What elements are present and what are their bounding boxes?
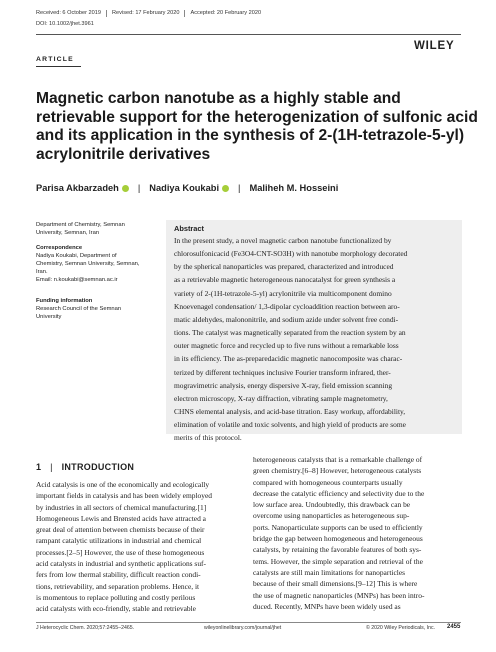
- journal-url[interactable]: wileyonlinelibrary.com/journal/jhet: [204, 625, 282, 631]
- title-line: acrylonitrile derivatives: [36, 145, 211, 163]
- accepted-date: Accepted: 20 February 2020: [190, 10, 262, 16]
- correspondence-email[interactable]: Email: n.koukabi@semnan.ac.ir: [36, 277, 118, 283]
- body-text-line: duced. Recently, MNPs have been widely used as: [253, 601, 401, 611]
- abstract-line: terized by different techniques inclusive Fourier transform infrared, ther-: [174, 367, 391, 377]
- funding-line: University: [36, 314, 62, 320]
- body-text-line: tions, retrievability, and separation problems. Hence, it: [36, 581, 200, 591]
- abstract-line: mogravimetric analysis, energy dispersive X-ray, field emission scanning: [174, 380, 393, 390]
- funding-line: Research Council of the Semnan: [36, 306, 122, 312]
- body-text-line: the use of magnetic nanoparticles (MNPs) has been intro-: [253, 590, 425, 600]
- abstract-line: merits of this protocol.: [174, 433, 242, 443]
- body-text-line: Acid catalysis is one of the economically and ecologically: [36, 480, 210, 489]
- page-number: 2455: [447, 624, 461, 630]
- correspondence: [36, 244, 154, 284]
- body-text-line: catalysts, by retaining the favorable features of both sys-: [253, 545, 422, 555]
- article-type-rule: [36, 66, 81, 67]
- body-text-line: low surface area. Undoubtedly, this drawback can be: [253, 500, 411, 510]
- abstract-line: In the present study, a novel magnetic carbon nanotube functionalized by: [174, 236, 392, 245]
- author-name[interactable]: Parisa Akbarzadeh: [36, 183, 119, 193]
- section-number: 1: [36, 462, 42, 472]
- body-text-line: decrease the catalytic efficiency and selectivity due to the: [253, 488, 425, 498]
- orcid-icon[interactable]: [222, 185, 229, 192]
- section-divider: |: [50, 462, 53, 472]
- section-heading: [36, 462, 246, 472]
- correspondence-line: Iran.: [36, 269, 48, 275]
- wiley-logo: WILEY: [414, 40, 455, 52]
- abstract-line: CHNS elemental analysis, and acid-base titration. Easy workup, affordability,: [174, 407, 406, 417]
- author-name[interactable]: Nadiya Koukabi: [149, 183, 220, 193]
- paper-title: [36, 90, 478, 164]
- affiliation: [36, 221, 154, 237]
- orcid-icon[interactable]: [122, 185, 129, 192]
- abstract-line: chlorosulfonicacid (Fe3O4-CNT-SO3H) with nanotube morphology decorated: [174, 249, 408, 259]
- body-text-line: is momentous to replace polluting and costly perilous: [36, 592, 196, 602]
- title-line: and its application in the synthesis of 2-(1H-tetrazole-5-yl): [36, 127, 465, 144]
- affiliation-line: Department of Chemistry, Semnan: [36, 222, 125, 228]
- abstract-line: as a retrievable magnetic heterogeneous nanocatalyst for green synthesis a: [174, 275, 396, 285]
- body-text-line: important fields in catalysis and has been widely employed: [36, 491, 212, 501]
- header-rule: [36, 34, 461, 35]
- title-line: Magnetic carbon nanotube as a highly stable and: [36, 90, 401, 107]
- body-text-line: compared with homogeneous counterparts usually: [253, 477, 403, 487]
- abstract-text: [174, 234, 454, 445]
- body-text-line: heterogeneous catalysts that is a remarkable challenge of: [253, 455, 423, 464]
- abstract-line: elimination of volatile and toxic solvents, and high yield of products are some: [174, 420, 406, 430]
- revised-date: Revised: 17 February 2020: [107, 10, 185, 17]
- affiliation-line: University, Semnan, Iran: [36, 230, 100, 236]
- article-type: ARTICLE: [36, 56, 74, 63]
- author-list: [36, 183, 338, 193]
- funding-heading: Funding information: [36, 298, 93, 304]
- body-column-left: [36, 462, 246, 615]
- body-text-line: acid catalysts in industrial and synthetic applications suf-: [36, 559, 206, 569]
- intro-text-left: [36, 479, 246, 615]
- body-text-line: rampant catalytic utilizations in industrial and chemical: [36, 536, 202, 546]
- correspondence-line: Nadiya Koukabi, Department of: [36, 253, 117, 259]
- body-text-line: bridge the gap between homogeneous and heterogeneous: [253, 534, 423, 544]
- abstract-line: by the spherical nanoparticles was prepared, characterized and introduced: [174, 262, 394, 272]
- abstract-line: in its efficiency. The as-preparedacidic magnetic nanocomposite was charac-: [174, 354, 403, 364]
- abstract-line: outer magnetic force and recycled up to five runs without a remarkable loss: [174, 341, 399, 351]
- abstract-line: variety of 2-(1H-tetrazole-5-yl) acrylonitrile via multicomponent domino: [174, 288, 392, 298]
- body-text-line: acid catalysts with eco-friendly, stable and retrievable: [36, 604, 196, 614]
- author-name[interactable]: Maliheh M. Hosseini: [249, 183, 339, 193]
- body-text-line: overcome using nanoparticles as heterogeneous sup-: [253, 511, 410, 521]
- body-text-line: Homogeneous Lewis and Brønsted acids have attracted a: [36, 513, 206, 523]
- body-text-line: fers from low thermal stability, difficult reaction condi-: [36, 570, 201, 580]
- article-dates: [36, 10, 266, 17]
- received-date: Received: 6 October 2019: [36, 10, 107, 17]
- correspondence-line: Chemistry, Semnan University, Semnan,: [36, 261, 140, 267]
- intro-text-right: [253, 454, 463, 612]
- author-separator: |: [238, 183, 241, 193]
- body-text-line: tems. However, the simple separation and retrieval of the: [253, 556, 423, 566]
- section-title: INTRODUCTION: [61, 462, 135, 472]
- abstract-line: tions. The catalyst was magnetically separated from the reaction system by an: [174, 328, 406, 338]
- copyright: © 2020 Wiley Periodicals, Inc.: [366, 625, 435, 631]
- correspondence-heading: Correspondence: [36, 245, 83, 251]
- author-separator: |: [137, 183, 141, 193]
- abstract-box: [166, 220, 462, 443]
- body-text-line: ports. Nanoparticulate supports can be used to efficiently: [253, 522, 423, 532]
- body-text-line: great deal of attention between chemists because of their: [36, 525, 205, 535]
- doi[interactable]: DOI: 10.1002/jhet.3961: [36, 21, 94, 27]
- body-text-line: processes.[2–5] However, the use of these homogeneous: [36, 547, 205, 557]
- abstract-line: matic aldehydes, malononitrile, and sodium azide under solvent free condi-: [174, 314, 399, 324]
- title-line: retrievable support for the heterogenization of sulfonic acid: [36, 108, 478, 126]
- abstract-heading: Abstract: [174, 224, 204, 233]
- abstract-line: Knoevenagel condensation/ 1,3-dipolar cycloaddition reaction between aro-: [174, 301, 400, 311]
- journal-citation: J Heterocyclic Chem. 2020;57:2455–2465.: [36, 625, 135, 631]
- body-column-right: [253, 454, 463, 612]
- body-text-line: by industries in all sectors of chemical manufacturing.[1]: [36, 502, 207, 512]
- body-text-line: because of their small dimensions.[9–12] This is where: [253, 579, 418, 589]
- body-text-line: green chemistry.[6–8] However, heterogeneous catalysts: [253, 466, 422, 476]
- footer-rule: [36, 622, 461, 623]
- funding-information: [36, 297, 154, 321]
- abstract-line: electron microscopy, X-ray diffraction, vibrating sample magnetometry,: [174, 393, 388, 403]
- body-text-line: catalysts are still main limitations for nanoparticles: [253, 567, 406, 577]
